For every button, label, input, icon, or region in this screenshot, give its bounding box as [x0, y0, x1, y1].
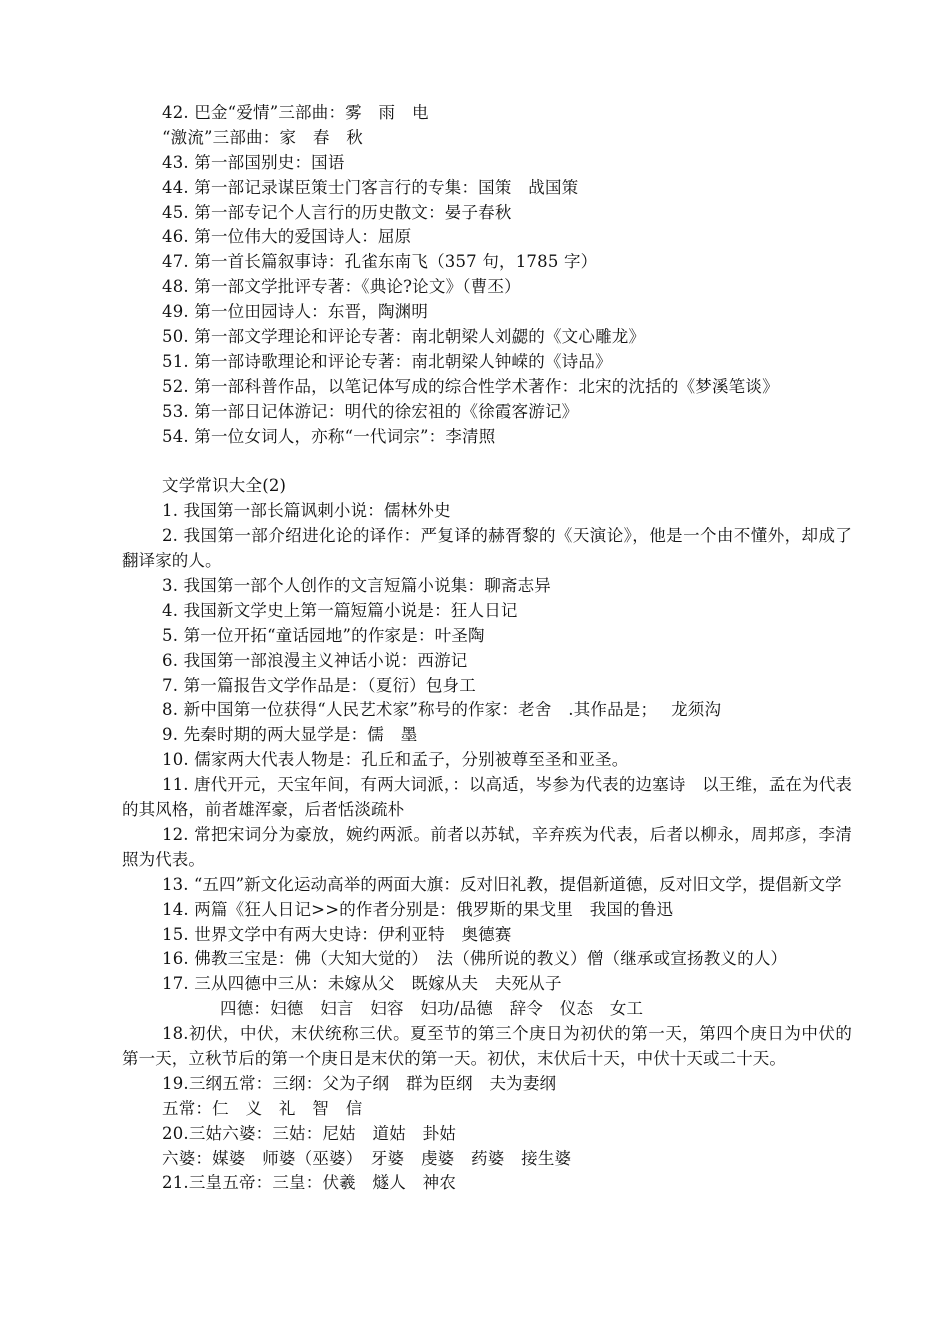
list-item-6: 6. 我国第一部浪漫主义神话小说：西游记: [162, 650, 468, 670]
list-item-21: 21.三皇五帝：三皇：伏羲 燧人 神农: [162, 1173, 457, 1193]
list-item-17: 17. 三从四德中三从：未嫁从父 既嫁从夫 夫死从子: [162, 974, 562, 994]
list-item-2: 2. 我国第一部介绍进化论的译作：严复译的赫胥黎的《天演论》，他是一个由不懂外，却成了翻译家的人。: [122, 526, 852, 571]
list-item-1: 1. 我国第一部长篇讽刺小说：儒林外史: [162, 501, 451, 521]
item-51: 51. 第一部诗歌理论和评论专著：南北朝梁人钟嵘的《诗品》: [162, 351, 612, 371]
list-item-12: 12. 常把宋词分为豪放，婉约两派。前者以苏轼，辛弃疾为代表，后者以柳永，周邦彦，李清照为代表。: [122, 824, 852, 869]
list-item-5: 5. 第一位开拓“童话园地”的作家是：叶圣陶: [162, 625, 485, 645]
list-item-20-continued: 六婆：媒婆 师婆（巫婆） 牙婆 虔婆 药婆 接生婆: [162, 1148, 572, 1168]
item-42-continued: “激流”三部曲：家 春 秋: [162, 127, 363, 147]
item-42: 42. 巴金“爱情”三部曲：雾 雨 电: [162, 103, 429, 122]
list-item-7: 7. 第一篇报告文学作品是：（夏衍）包身工: [162, 675, 476, 695]
list-item-3: 3. 我国第一部个人创作的文言短篇小说集：聊斋志异: [162, 575, 551, 595]
item-47: 47. 第一首长篇叙事诗：孔雀东南飞（357 句，1785 字）: [162, 252, 598, 272]
item-52: 52. 第一部科普作品，以笔记体写成的综合性学术著作：北宋的沈括的《梦溪笔谈》: [162, 376, 779, 396]
item-49: 49. 第一位田园诗人：东晋，陶渊明: [162, 302, 429, 322]
document-body: [122, 101, 852, 1196]
item-43: 43. 第一部国别史：国语: [162, 152, 345, 172]
list-item-8: 8. 新中国第一位获得“人民艺术家”称号的作家：老舍 .其作品是； 龙须沟: [162, 700, 722, 720]
item-53: 53. 第一部日记体游记：明代的徐宏祖的《徐霞客游记》: [162, 401, 579, 421]
item-44: 44. 第一部记录谋臣策士门客言行的专集：国策 战国策: [162, 177, 579, 197]
list-item-14: 14. 两篇《狂人日记>>的作者分别是：俄罗斯的果戈里 我国的鲁迅: [162, 899, 674, 919]
list-item-19-continued: 五常：仁 义 礼 智 信: [162, 1098, 363, 1118]
list-item-4: 4. 我国新文学史上第一篇短篇小说是：狂人日记: [162, 600, 518, 620]
list-item-18: 18.初伏，中伏，末伏统称三伏。夏至节的第三个庚日为初伏的第一天，第四个庚日为中伏的第一天，立秋节后的第一个庚日是末伏的第一天。初伏，末伏后十天，中伏十天或二十天。: [122, 1024, 852, 1068]
list-item-10: 10. 儒家两大代表人物是：孔丘和孟子，分别被尊至圣和亚圣。: [162, 750, 629, 770]
list-item-15: 15. 世界文学中有两大史诗：伊利亚特 奥德赛: [162, 924, 512, 944]
item-46: 46. 第一位伟大的爱国诗人：屈原: [162, 227, 412, 247]
item-45: 45. 第一部专记个人言行的历史散文：晏子春秋: [162, 202, 512, 222]
section-title: 文学常识大全(2): [162, 476, 287, 496]
item-54: 54. 第一位女词人，亦称“一代词宗”：李清照: [162, 426, 496, 446]
item-50: 50. 第一部文学理论和评论专著：南北朝梁人刘勰的《文心雕龙》: [162, 327, 646, 347]
section-gap: [122, 449, 852, 474]
list-item-19: 19.三纲五常：三纲：父为子纲 群为臣纲 夫为妻纲: [162, 1073, 557, 1093]
list-item-16: 16. 佛教三宝是：佛（大知大觉的） 法（佛所说的教义）僧（继承或宣扬教义的人）: [162, 949, 788, 969]
list-item-9: 9. 先秦时期的两大显学是：儒 墨: [162, 725, 418, 745]
list-item-20: 20.三姑六婆：三姑：尼姑 道姑 卦姑: [162, 1123, 457, 1143]
item-48: 48. 第一部文学批评专著：《典论?论文》（曹丕）: [162, 277, 521, 297]
list-item-17-continued: 四德：妇德 妇言 妇容 妇功/品德 辞令 仪态 女工: [220, 999, 644, 1019]
list-item-13: 13. “五四”新文化运动高举的两面大旗：反对旧礼教，提倡新道德，反对旧文学，提倡新文学: [162, 874, 842, 894]
list-item-11: 11. 唐代开元，天宝年间，有两大词派，：以高适，岑参为代表的边塞诗 以王维，孟在为代表的其风格，前者雄浑豪，后者恬淡疏朴: [122, 775, 852, 819]
